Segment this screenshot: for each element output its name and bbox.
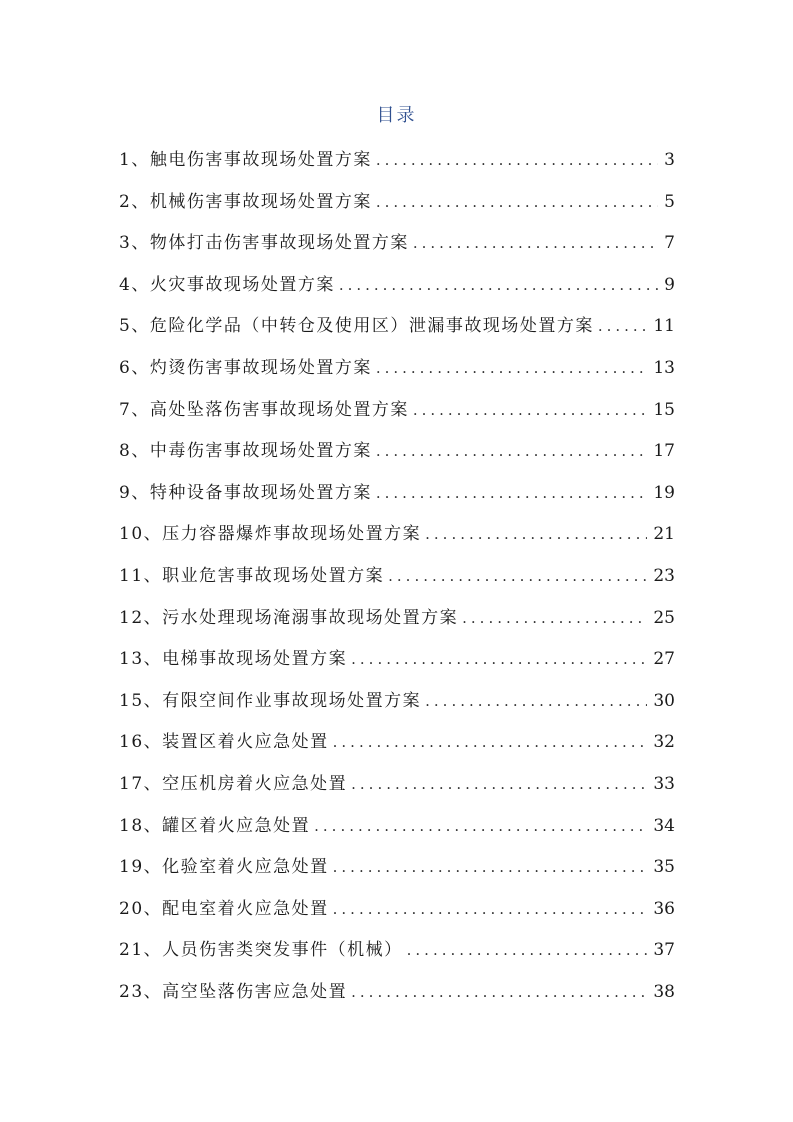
toc-entry-page-number: 21 xyxy=(653,524,675,545)
toc-entry-page-number: 34 xyxy=(653,815,675,836)
toc-entry-label: 18、罐区着火应急处置 xyxy=(119,815,311,836)
toc-dot-leader xyxy=(407,930,648,972)
toc-entry-label: 15、有限空间作业事故现场处置方案 xyxy=(119,690,422,711)
toc-entry-page-number: 13 xyxy=(653,357,675,378)
toc-dot-leader xyxy=(351,972,647,1014)
toc-dot-leader xyxy=(333,722,648,764)
toc-entry-label: 21、人员伤害类突发事件（机械） xyxy=(119,940,403,961)
toc-entry[interactable] xyxy=(119,514,675,556)
toc-entry[interactable] xyxy=(119,223,675,265)
toc-entry[interactable] xyxy=(119,265,675,307)
toc-dot-leader xyxy=(314,806,647,848)
toc-entry[interactable] xyxy=(119,348,675,390)
toc-entry-page-number: 17 xyxy=(653,441,675,462)
toc-dot-leader xyxy=(376,473,648,515)
toc-entry[interactable] xyxy=(119,431,675,473)
toc-entry-page-number: 23 xyxy=(653,565,675,586)
toc-entry[interactable] xyxy=(119,889,675,931)
toc-entry-label: 16、装置区着火应急处置 xyxy=(119,732,329,753)
toc-entry-label: 12、污水处理现场淹溺事故现场处置方案 xyxy=(119,607,459,628)
toc-entry-page-number: 38 xyxy=(653,981,675,1002)
toc-entry-page-number: 30 xyxy=(653,690,675,711)
toc-entry-label: 10、压力容器爆炸事故现场处置方案 xyxy=(119,524,422,545)
toc-entry-label: 13、电梯事故现场处置方案 xyxy=(119,649,348,670)
toc-entry-page-number: 37 xyxy=(653,940,675,961)
toc-dot-leader xyxy=(333,847,648,889)
toc-entry-label: 19、化验室着火应急处置 xyxy=(119,857,329,878)
toc-dot-leader xyxy=(376,182,658,224)
toc-dot-leader xyxy=(425,514,647,556)
toc-entry[interactable] xyxy=(119,639,675,681)
toc-entry[interactable] xyxy=(119,930,675,972)
toc-entry-label: 11、职业危害事故现场处置方案 xyxy=(119,565,385,586)
toc-dot-leader xyxy=(388,556,647,598)
toc-dot-leader xyxy=(351,639,647,681)
toc-dot-leader xyxy=(339,265,658,307)
toc-entry[interactable] xyxy=(119,306,675,348)
toc-entry-label: 4、火灾事故现场处置方案 xyxy=(119,274,335,295)
toc-entry-label: 9、特种设备事故现场处置方案 xyxy=(119,482,372,503)
toc-entry-page-number: 35 xyxy=(653,857,675,878)
toc-dot-leader xyxy=(333,889,648,931)
toc-dot-leader xyxy=(376,348,648,390)
toc-dot-leader xyxy=(376,431,648,473)
toc-entry[interactable] xyxy=(119,764,675,806)
toc-entry-page-number: 25 xyxy=(653,607,675,628)
toc-entry[interactable] xyxy=(119,182,675,224)
toc-entry-label: 23、高空坠落伤害应急处置 xyxy=(119,981,348,1002)
toc-entry-page-number: 9 xyxy=(664,274,675,295)
toc-entry-label: 8、中毒伤害事故现场处置方案 xyxy=(119,441,372,462)
toc-dot-leader xyxy=(413,223,658,265)
toc-entry[interactable] xyxy=(119,847,675,889)
toc-entry-page-number: 19 xyxy=(653,482,675,503)
toc-entry-label: 6、灼烫伤害事故现场处置方案 xyxy=(119,357,372,378)
toc-entry-page-number: 11 xyxy=(653,316,675,337)
toc-dot-leader xyxy=(598,306,648,348)
toc-entry[interactable] xyxy=(119,473,675,515)
toc-dot-leader xyxy=(413,390,648,432)
toc-entry[interactable] xyxy=(119,598,675,640)
toc-entry-page-number: 3 xyxy=(664,150,675,170)
toc-entry-label: 3、物体打击伤害事故现场处置方案 xyxy=(119,233,409,254)
toc-entry-page-number: 5 xyxy=(664,191,675,212)
toc-entry[interactable] xyxy=(119,390,675,432)
toc-entry[interactable] xyxy=(119,140,675,182)
toc-dot-leader xyxy=(351,764,647,806)
toc-entry-page-number: 36 xyxy=(653,898,675,919)
toc-entry-label: 5、危险化学品（中转仓及使用区）泄漏事故现场处置方案 xyxy=(119,316,594,337)
toc-list xyxy=(119,140,675,1013)
toc-entry[interactable] xyxy=(119,681,675,723)
toc-entry[interactable] xyxy=(119,806,675,848)
toc-entry-label: 17、空压机房着火应急处置 xyxy=(119,773,348,794)
toc-entry[interactable] xyxy=(119,972,675,1014)
toc-entry-page-number: 27 xyxy=(653,649,675,670)
toc-dot-leader xyxy=(425,681,647,723)
toc-entry[interactable] xyxy=(119,722,675,764)
toc-entry-label: 7、高处坠落伤害事故现场处置方案 xyxy=(119,399,409,420)
toc-entry[interactable] xyxy=(119,556,675,598)
toc-title: 目录 xyxy=(376,105,417,126)
toc-entry-page-number: 15 xyxy=(653,399,675,420)
toc-entry-label: 20、配电室着火应急处置 xyxy=(119,898,329,919)
toc-entry-label: 1、触电伤害事故现场处置方案 xyxy=(119,150,372,170)
toc-entry-label: 2、机械伤害事故现场处置方案 xyxy=(119,191,372,212)
toc-dot-leader xyxy=(462,598,647,640)
toc-entry-page-number: 7 xyxy=(664,233,675,254)
toc-entry-page-number: 33 xyxy=(653,773,675,794)
toc-dot-leader xyxy=(376,140,658,182)
toc-entry-page-number: 32 xyxy=(653,732,675,753)
